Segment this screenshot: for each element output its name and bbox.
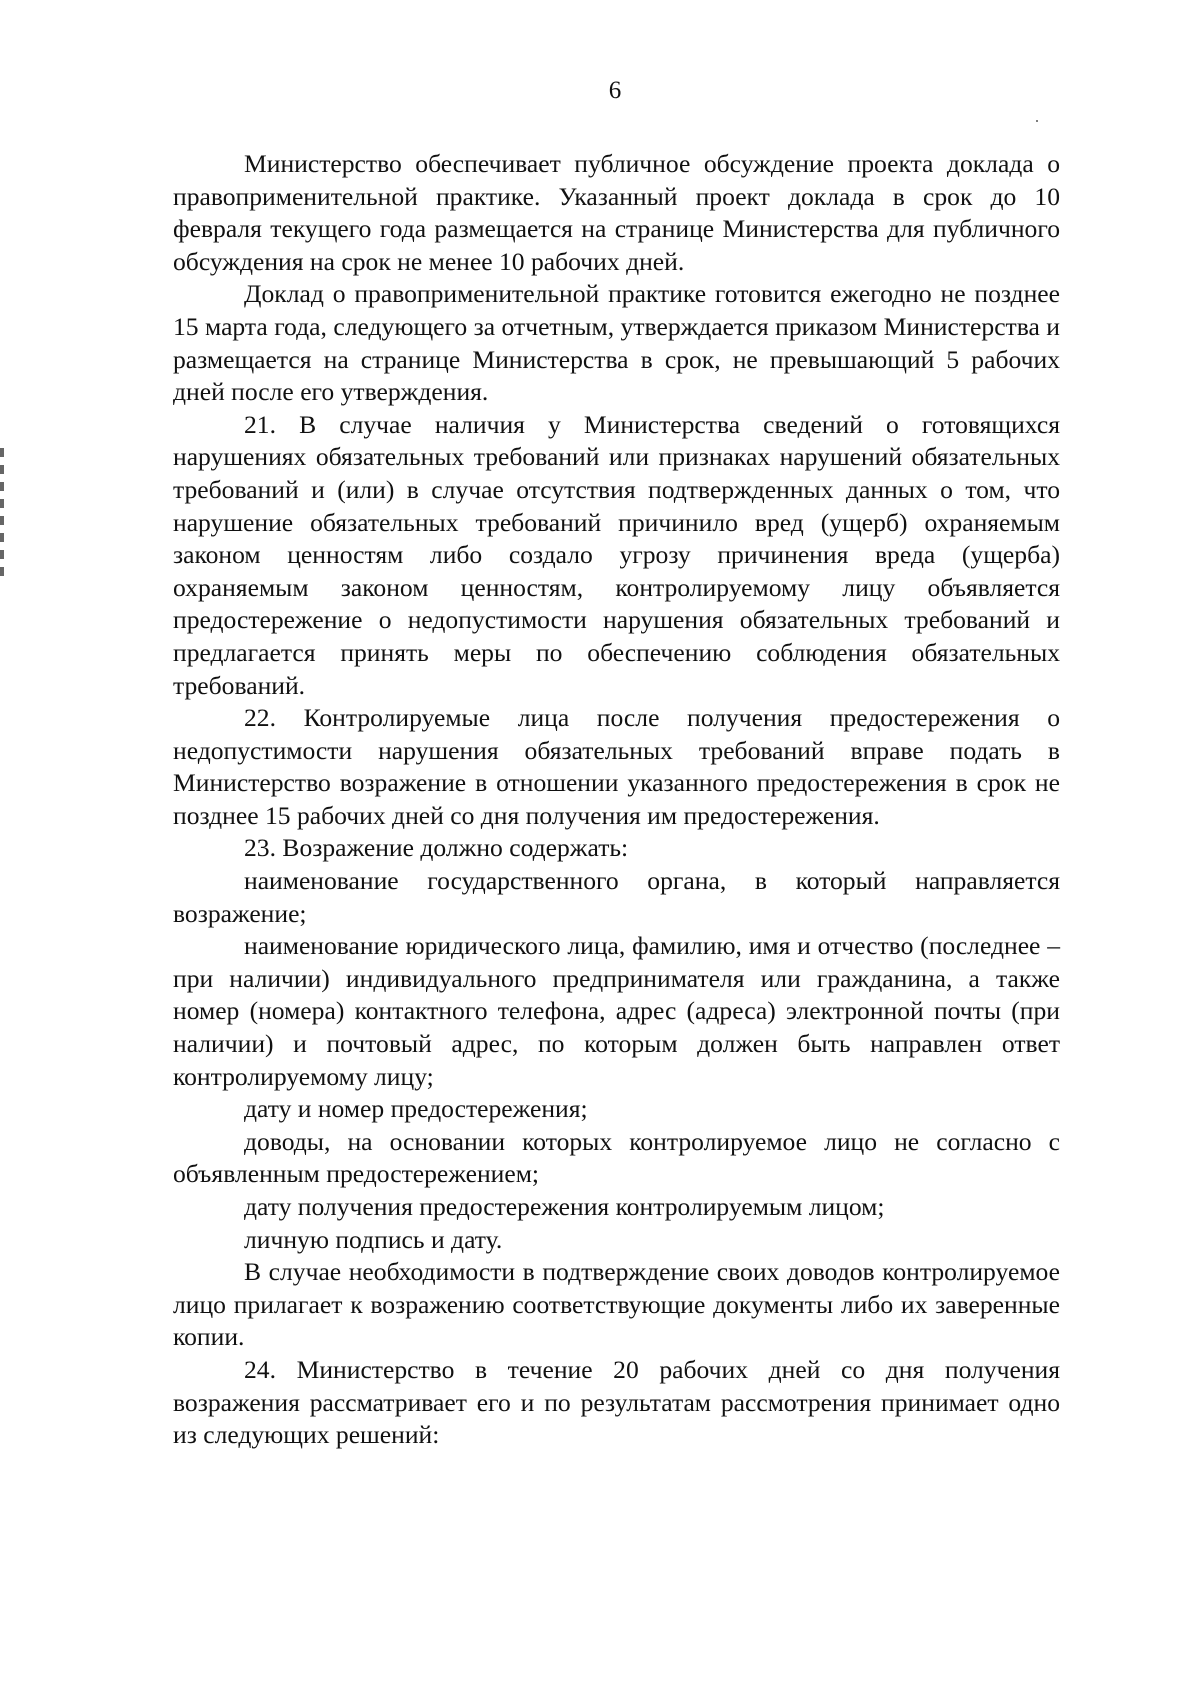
paragraph-supporting-documents: В случае необходимости в подтверждение своих доводов контролируемое лицо прилагает к возражению соответствующие документы либо их заверенные копии.: [173, 1257, 1060, 1352]
scan-edge-mark: [0, 448, 4, 584]
paragraph-item-21: 21. В случае наличия у Министерства сведений о готовящихся нарушениях обязательных требований или признаках нарушений обязательных требований и (или) в случае отсутствия подтвержденных данных о том, что нарушение обязательных требований причинило вред (ущерб) охраняемым законом ценностям либо создало угрозу причинения вреда (ущерба) охраняемым законом ценностям, контролируемому лицу объявляется предостережение о недопустимости нарушения обязательных требований и предлагается принять меры по обеспечению соблюдения обязательных требований.: [173, 409, 1060, 700]
paragraph-objection-applicant: наименование юридического лица, фамилию, имя и отчество (последнее – при наличии) индивидуального предпринимателя или гражданина, а также номер (номера) контактного телефона, адрес (адреса) электронной почты (при наличии) и почтовый адрес, по которым должен быть направлен ответ контролируемому лицу;: [173, 931, 1060, 1091]
paragraph-objection-signature: личную подпись и дату.: [244, 1224, 503, 1254]
paragraph-objection-authority: наименование государственного органа, в который направляется возражение;: [173, 866, 1060, 928]
paragraph-objection-received-date: дату получения предостережения контролируемым лицом;: [244, 1192, 885, 1221]
page-number: 6: [608, 77, 622, 104]
paragraph-item-22: 22. Контролируемые лица после получения предостережения о недопустимости нарушения обязательных требований вправе подать в Министерство возражение в отношении указанного предостережения в срок не позднее 15 рабочих дней со дня получения им предостережения.: [173, 703, 1060, 830]
paragraph-item-23: 23. Возражение должно содержать:: [244, 833, 629, 863]
document-body: [173, 148, 1060, 1452]
paragraph-report-preparation: Доклад о правоприменительной практике готовится ежегодно не позднее 15 марта года, следующего за отчетным, утверждается приказом Министерства и размещается на странице Министерства в срок, не превышающий 5 рабочих дней после его утверждения.: [173, 279, 1060, 407]
paragraph-item-24: 24. Министерство в течение 20 рабочих дней со дня получения возражения рассматривает его и по результатам рассмотрения принимает одно из следующих решений:: [173, 1354, 1060, 1450]
scan-speck: [1036, 120, 1038, 122]
paragraph-objection-warning-date: дату и номер предостережения;: [244, 1094, 588, 1124]
paragraph-objection-arguments: доводы, на основании которых контролируемое лицо не согласно с объявленным предостережением;: [173, 1126, 1060, 1189]
paragraph-public-discussion: Министерство обеспечивает публичное обсуждение проекта доклада о правоприменительной практике. Указанный проект доклада в срок до 10 февраля текущего года размещается на странице Министерства для публичного обсуждения на срок не менее 10 рабочих дней.: [173, 149, 1060, 276]
